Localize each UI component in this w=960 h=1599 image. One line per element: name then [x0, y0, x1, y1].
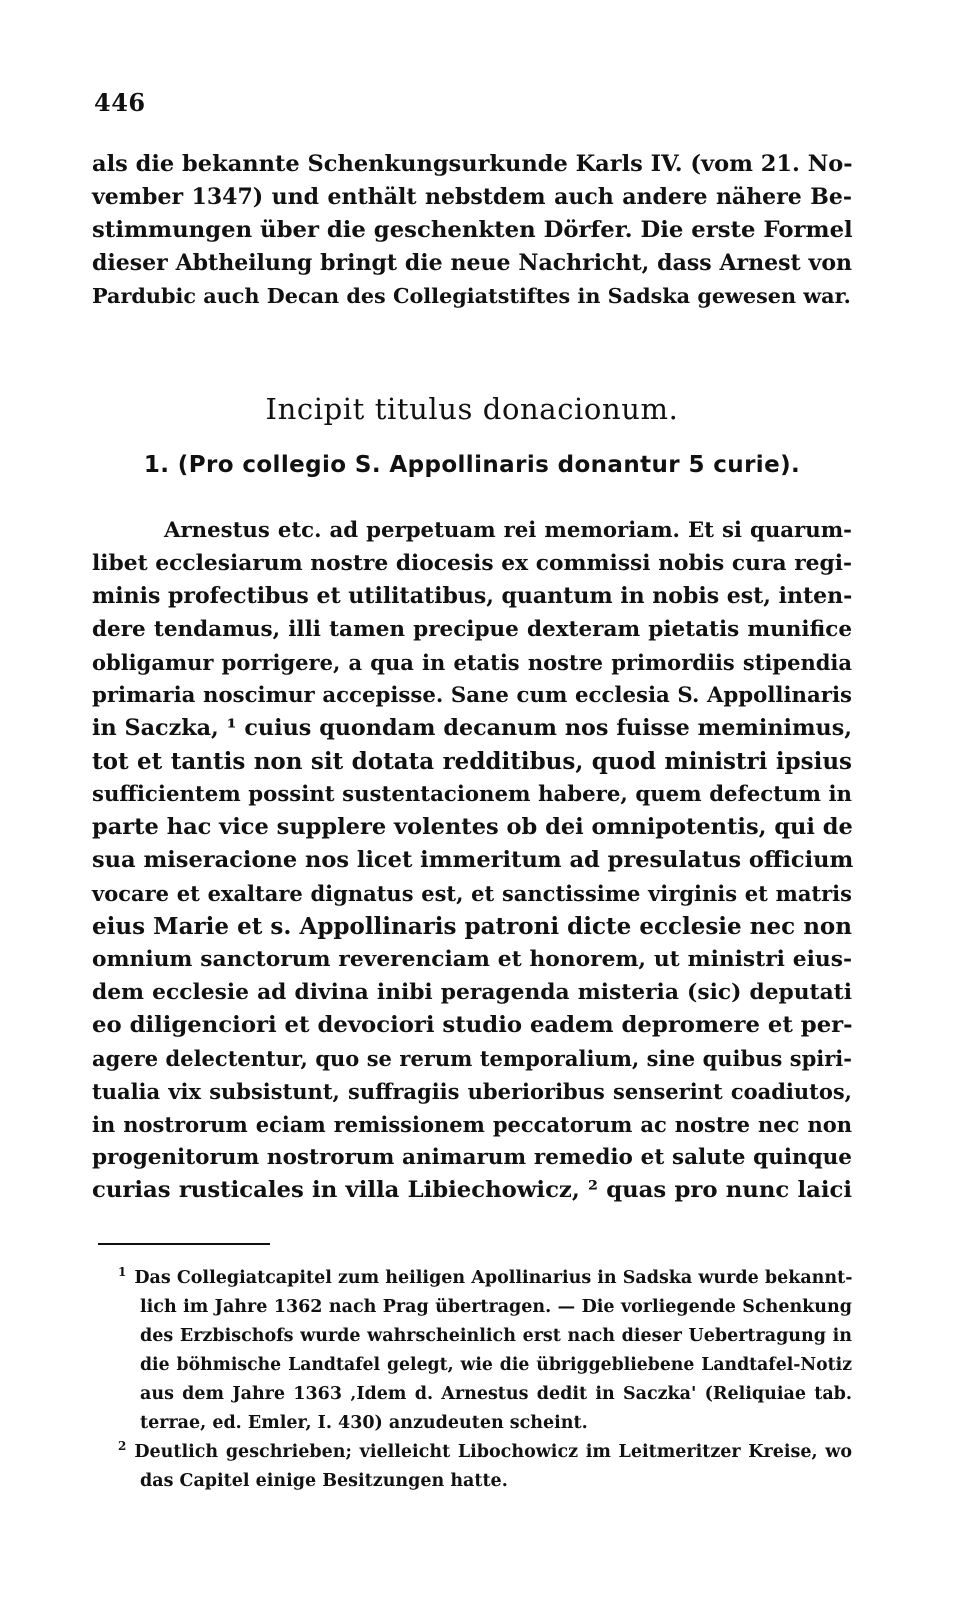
charter-text	[92, 514, 852, 1207]
footnote-divider	[98, 1243, 270, 1245]
text-line: in nostrorum eciam remissionem peccatorum ac nostre nec non	[92, 1112, 852, 1137]
text-line: dieser Abtheilung bringt die neue Nachricht, dass Arnest von	[92, 250, 852, 276]
text-line: curias rusticales in villa Libiechowicz, ² quas pro nunc laici	[92, 1177, 852, 1203]
footnote-2-line	[118, 1438, 852, 1467]
text-line: als die bekannte Schenkungsurkunde Karls IV. (vom 21. No-	[92, 151, 853, 177]
text-line: omnium sanctorum reverenciam et honorem, ut ministri eius-	[92, 947, 852, 972]
footnote-2-line: das Capitel einige Besitzungen hatte.	[140, 1471, 508, 1491]
text-line: minis profectibus et utilitatibus, quantum in nobis est, inten-	[92, 583, 853, 609]
text-line: agere delectentur, quo se rerum temporalium, sine quibus spiri-	[92, 1046, 852, 1071]
text-line: in Saczka, ¹ cuius quondam decanum nos fuisse meminimus,	[92, 715, 852, 741]
intro-paragraph	[92, 148, 852, 313]
text-line: Arnestus etc. ad perpetuam rei memoriam. Et si quarum-	[164, 518, 852, 543]
footnote-1-line: terrae, ed. Emler, I. 430) anzudeuten scheint.	[140, 1413, 588, 1433]
footnotes	[118, 1264, 852, 1496]
footnote-1-line: lich im Jahre 1362 nach Prag übertragen. — Die vorliegende Schenkung	[140, 1297, 852, 1317]
text-line: tualia vix subsistunt, suffragiis uberioribus senserint coadiutos,	[92, 1079, 852, 1104]
text-line: libet ecclesiarum nostre diocesis ex commissi nobis cura regi-	[92, 551, 852, 576]
text-line: sufficientem possint sustentacionem habere, quem defectum in	[92, 782, 852, 807]
text-line: obligamur porrigere, a qua in etatis nostre primordiis stipendia	[92, 650, 852, 675]
text-line: eius Marie et s. Appollinaris patroni dicte ecclesie nec non	[92, 913, 852, 940]
footnote-1-line: des Erzbischofs wurde wahrscheinlich erst nach dieser Uebertragung in	[140, 1326, 852, 1346]
text-line: parte hac vice supplere volentes ob dei omnipotentis, qui de	[92, 814, 853, 840]
text-line: vocare et exaltare dignatus est, et sanctissime virginis et matris	[92, 881, 852, 906]
page-number: 446	[94, 88, 146, 117]
section-subtitle: 1. (Pro collegio S. Appollinaris donantur 5 curie).	[143, 452, 801, 478]
footnote-1-mark: 1	[118, 1265, 127, 1280]
footnote-2-text: Deutlich geschrieben; vielleicht Libochowicz im Leitmeritzer Kreise, wo	[134, 1442, 852, 1462]
text-line: vember 1347) und enthält nebstdem auch andere nähere Be-	[92, 184, 852, 210]
text-line: eo diligenciori et devociori studio eadem depromere et per-	[92, 1012, 853, 1038]
footnote-2-mark: 2	[118, 1439, 127, 1454]
text-line: progenitorum nostrorum animarum remedio et salute quinque	[92, 1145, 852, 1170]
text-line: dere tendamus, illi tamen precipue dexteram pietatis munifice	[92, 617, 852, 642]
footnote-1-line: die böhmische Landtafel gelegt, wie die übriggebliebene Landtafel-Notiz	[140, 1355, 852, 1375]
footnote-1-line: aus dem Jahre 1363 ‚Idem d. Arnestus dedit in Saczka' (Reliquiae tab.	[140, 1384, 852, 1404]
text-line: sua miseracione nos licet immeritum ad presulatus officium	[92, 847, 854, 873]
text-line: primaria noscimur accepisse. Sane cum ecclesia S. Appollinaris	[92, 683, 852, 708]
footnote-1-text: Das Collegiatcapitel zum heiligen Apollinarius in Sadska wurde bekannt-	[134, 1268, 853, 1288]
text-line: Pardubic auch Decan des Collegiatstiftes in Sadska gewesen war.	[92, 284, 851, 308]
footnote-1-line	[118, 1264, 852, 1293]
text-line: dem ecclesie ad divina inibi peragenda misteria (sic) deputati	[92, 980, 852, 1005]
section-title: Incipit titulus donacionum.	[265, 392, 679, 426]
text-line: stimmungen über die geschenkten Dörfer. Die erste Formel	[92, 217, 853, 243]
text-line: tot et tantis non sit dotata redditibus, quod ministri ipsius	[92, 748, 852, 775]
